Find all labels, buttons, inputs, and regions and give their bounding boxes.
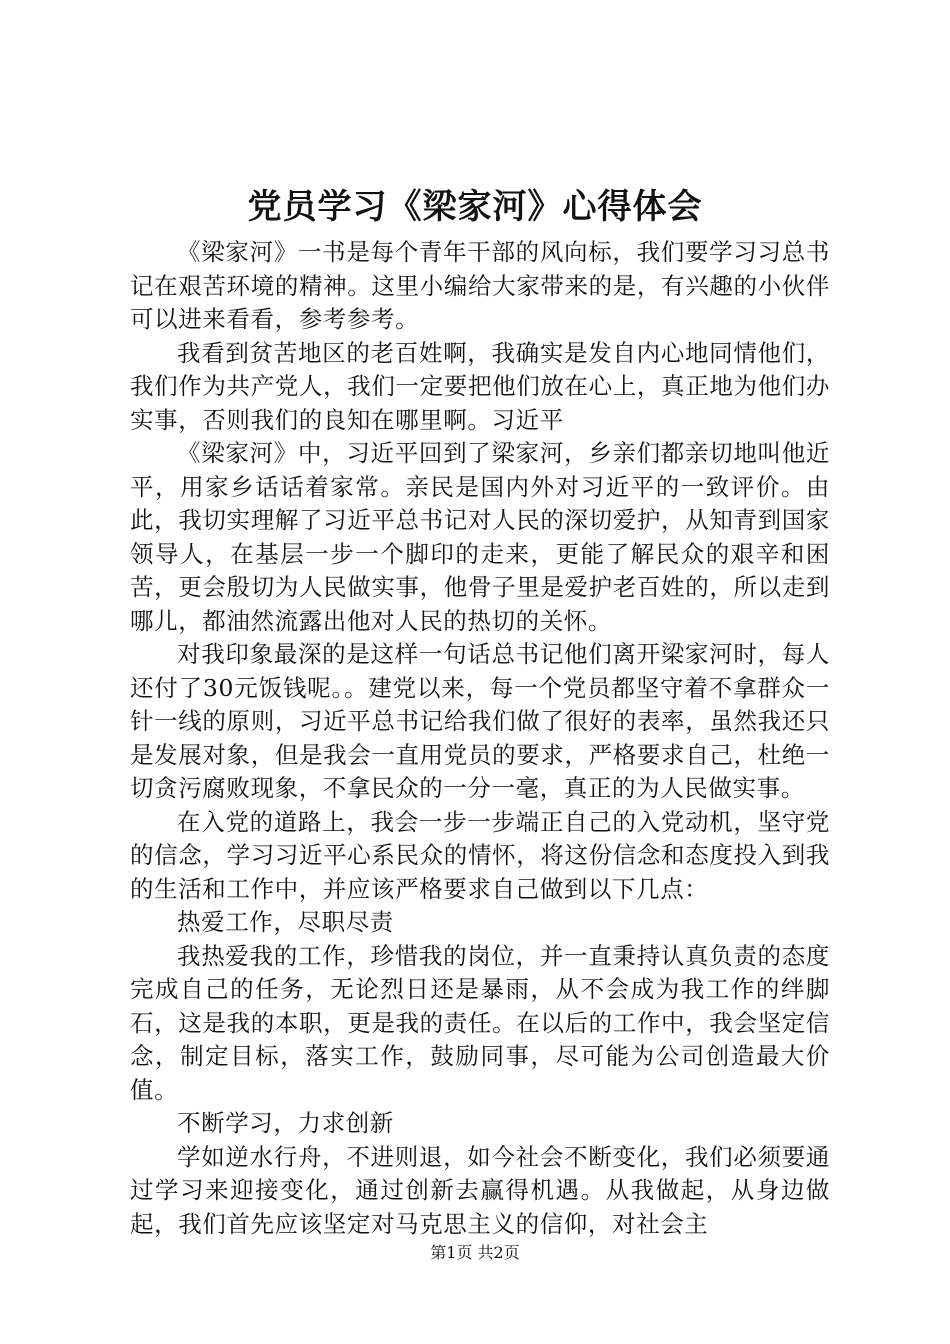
paragraph-intro: 《梁家河》一书是每个青年干部的风向标，我们要学习习总书记在艰苦环境的精神。这里小编给大家带来的是，有兴趣的小伙伴可以进来看看，参考参考。 xyxy=(130,238,830,333)
paragraph-quote: 我看到贫苦地区的老百姓啊，我确实是发自内心地同情他们，我们作为共产党人，我们一定要把他们放在心上，真正地为他们办实事，否则我们的良知在哪里啊。习近平 xyxy=(130,338,830,434)
paragraph-impression: 对我印象最深的是这样一句话总书记他们离开梁家河时，每人还付了30元饭钱呢。。建党以来，每一个党员都坚守着不拿群众一针一线的原则，习近平总书记给我们做了很好的表率，虽然我还只是发展对象，但是我会一直用党员的要求，严格要求自己，杜绝一切贪污腐败现象，不拿民众的一分一毫，真正的为人民做实事。 xyxy=(130,640,830,802)
document-title: 党员学习《梁家河》心得体会 xyxy=(247,187,703,227)
document-body xyxy=(130,236,830,1241)
section-heading-work: 热爱工作，尽职尽责 xyxy=(177,908,394,936)
paragraph-book-reflection: 《梁家河》中，习近平回到了梁家河，乡亲们都亲切地叫他近平，用家乡话话着家常。亲民是国内外对习近平的一致评价。由此，我切实理解了习近平总书记对人民的深切爱护，从知青到国家领导人，在基层一步一个脚印的走来，更能了解民众的艰辛和困苦，更会殷切为人民做实事，他骨子里是爱护老百姓的，所以走到哪儿，都油然流露出他对人民的热切的关怀。 xyxy=(130,439,830,635)
page-footer: 第1页 共2页 xyxy=(430,1243,520,1262)
paragraph-party-path: 在入党的道路上，我会一步一步端正自己的入党动机，坚守党的信念，学习习近平心系民众的情怀，将这份信念和态度投入到我的生活和工作中，并应该严格要求自己做到以下几点： xyxy=(130,807,830,903)
paragraph-work: 我热爱我的工作，珍惜我的岗位，并一直秉持认真负责的态度完成自己的任务，无论烈日还是暴雨，从不会成为我工作的绊脚石，这是我的本职，更是我的责任。在以后的工作中，我会坚定信念，制定目标，落实工作，鼓励同事，尽可能为公司创造最大价值。 xyxy=(130,941,830,1104)
section-heading-learning: 不断学习，力求创新 xyxy=(177,1109,394,1137)
paragraph-learning: 学如逆水行舟，不进则退，如今社会不断变化，我们必须要通过学习来迎接变化，通过创新去赢得机遇。从我做起，从身边做起，我们首先应该坚定对马克思主义的信仰，对社会主 xyxy=(130,1142,830,1238)
